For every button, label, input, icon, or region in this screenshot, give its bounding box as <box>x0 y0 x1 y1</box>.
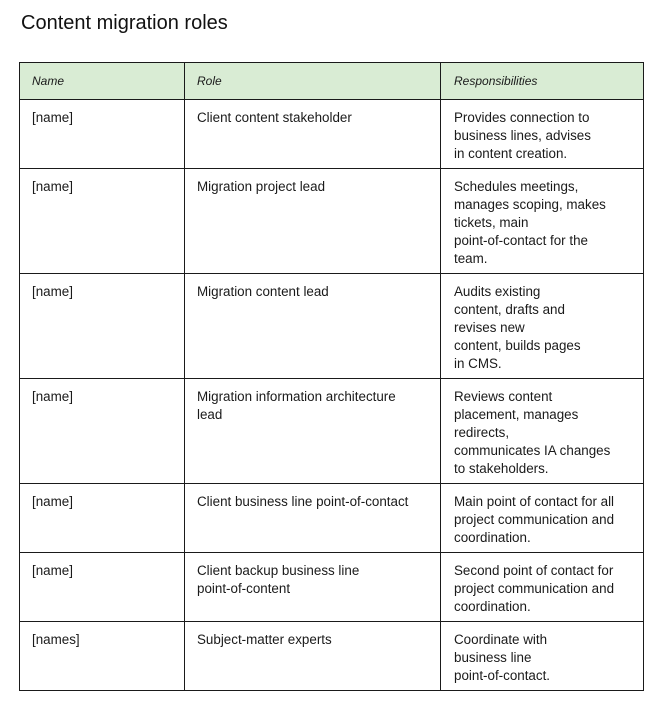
role-text: Subject-matter experts <box>197 632 332 647</box>
responsibilities-text: Coordinate with business line point-of-contact. <box>454 632 551 683</box>
roles-table <box>19 62 644 691</box>
name-text: [name] <box>32 110 73 125</box>
role-cell <box>185 379 441 484</box>
role-text: Client content stakeholder <box>197 110 352 125</box>
role-text: Migration information architecture lead <box>197 389 396 422</box>
table-row <box>20 379 644 484</box>
responsibilities-cell <box>441 484 644 553</box>
role-cell <box>185 169 441 274</box>
table-row <box>20 484 644 553</box>
responsibilities-text: Schedules meetings, manages scoping, makes tickets, main point-of-contact for the team. <box>454 179 606 266</box>
name-text: [name] <box>32 284 73 299</box>
responsibilities-text: Audits existing content, drafts and revises new content, builds pages in CMS. <box>454 284 581 371</box>
role-cell <box>185 553 441 622</box>
responsibilities-cell <box>441 622 644 691</box>
table-body <box>20 100 644 691</box>
header-responsibilities: Responsibilities <box>441 63 644 100</box>
responsibilities-cell <box>441 100 644 169</box>
role-text: Client backup business line point-of-content <box>197 563 360 596</box>
role-text: Migration content lead <box>197 284 329 299</box>
name-text: [name] <box>32 563 73 578</box>
name-cell <box>20 100 185 169</box>
responsibilities-cell <box>441 553 644 622</box>
table-header-row <box>20 63 644 100</box>
name-text: [name] <box>32 494 73 509</box>
role-text: Client business line point-of-contact <box>197 494 409 509</box>
role-cell <box>185 484 441 553</box>
responsibilities-text: Second point of contact for project communication and coordination. <box>454 563 615 614</box>
responsibilities-text: Provides connection to business lines, advises in content creation. <box>454 110 591 161</box>
role-cell <box>185 622 441 691</box>
role-text: Migration project lead <box>197 179 326 194</box>
table-row <box>20 553 644 622</box>
responsibilities-text: Reviews content placement, manages redirects, communicates IA changes to stakeholders. <box>454 389 611 476</box>
table-header <box>20 63 644 100</box>
name-cell <box>20 553 185 622</box>
table-row <box>20 274 644 379</box>
header-role: Role <box>185 63 441 100</box>
table-row <box>20 622 644 691</box>
responsibilities-text: Main point of contact for all project communication and coordination. <box>454 494 615 545</box>
table-row <box>20 169 644 274</box>
name-cell <box>20 484 185 553</box>
responsibilities-cell <box>441 169 644 274</box>
name-text: [name] <box>32 179 73 194</box>
role-cell <box>185 100 441 169</box>
responsibilities-cell <box>441 379 644 484</box>
name-cell <box>20 274 185 379</box>
name-text: [names] <box>32 632 80 647</box>
role-cell <box>185 274 441 379</box>
name-cell <box>20 622 185 691</box>
responsibilities-cell <box>441 274 644 379</box>
page-title: Content migration roles <box>21 12 228 34</box>
header-name: Name <box>20 63 185 100</box>
name-cell <box>20 379 185 484</box>
name-text: [name] <box>32 389 73 404</box>
table-row <box>20 100 644 169</box>
name-cell <box>20 169 185 274</box>
